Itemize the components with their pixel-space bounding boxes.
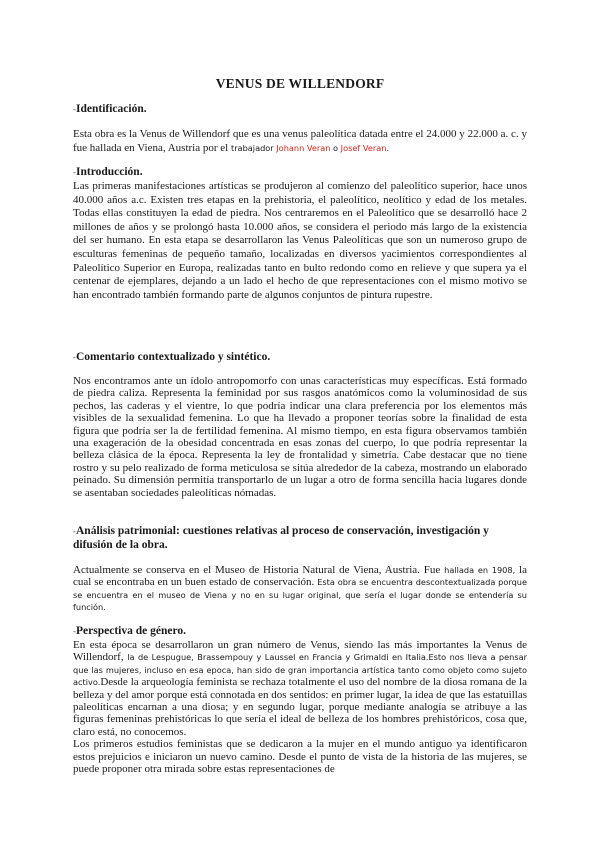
section-paragraph: En esta época se desarrollaron un gran número de Venus, siendo las más importantes la Venus de Willendorf, la de Lespugue, Brassempouy y Laussel en Francia y Grimaldi en Italia.Esto nos lleva a pensar que las mujeres, incluso en esa epoca, han sido de gran importancia artística tanto como objeto como sujeto activo.Desde la arqueología feminista se rechaza totalmente el uso del nombre de la diosa romana de la belleza y del amor porque está connotada en dos sentidos: en primer lugar, la idea de que las estatuillas paleolíticas encarnan a una diosa; y en segundo lugar, porque mediante analogía se atribuye a las figuras femeninas prehistóricas lo que sería el ideal de belleza de los hombres prehistóricos, cosa que, claro está, no conocemos. — [73, 639, 527, 738]
section-perspectiva — [73, 624, 527, 775]
section-paragraph: Actualmente se conserva en el Museo de Historia Natural de Viena, Austria. Fue hallada en 1908, la cual se encontraba en un buen estado de conservación. Esta obra se encuentra descontextualizada porque se encuentra en el museo de Viena y no en su lugar original, que sería el lugar donde se entendería su función. — [73, 564, 527, 613]
section-paragraph: Esta obra es la Venus de Willendorf que es una venus paleolítica datada entre el 24.000 y 22.000 a. c. y fue hallada en Viena, Austria por el trabajador Johann Veran o Josef Veran. — [73, 128, 527, 154]
name-josef-veran: Josef Veran — [340, 142, 387, 153]
section-introduccion — [73, 165, 527, 302]
section-analisis — [73, 524, 527, 614]
document-title: VENUS DE WILLENDORF — [215, 76, 385, 91]
section-paragraph: Las primeras manifestaciones artísticas se produjeron al comienzo del paleolítico superior, hace unos 40.000 años a.c. Existen tres etapas en la prehistoria, el paleolítico, neolítico y edad de los metales. Todas ellas constituyen la edad de piedra. Nos centraremos en el Paleolítico que se desarrolló hace 2 millones de años y se prolongó hasta 10.000 años, se considera el periodo más largo de la existencia del ser humano. En esta etapa se desarrollaron las Venus Paleolíticas que son un numeroso grupo de esculturas femeninas de pequeño tamaño, localizadas en diversos yacimientos correspondientes al Paleolítico Superior en Europa, realizadas tanto en bulto redondo como en relieve y que supera ya el centenar de ejemplares, dejando a un lado el hecho de que representaciones con el mismo motivo se han encontrado también formando parte de algunos conjuntos de pintura rupestre. — [73, 180, 527, 301]
section-paragraph: Nos encontramos ante un ídolo antropomorfo con unas características muy específicas. Está formado de piedra caliza. Representa la feminidad por sus rasgos anatómicos como la voluminosidad de sus pechos, las caderas y el vientre, lo que podría indicar una clara preferencia por los elementos más visibles de la sexualidad femenina. Lo que ha llevado a proponer teorías sobre la finalidad de esta figura que podría ser la de fertilidad femenina. Al mismo tiempo, en esta figura observamos también una exageración de la obesidad concentrada en esas zonas del cuerpo, lo que podría representar la belleza clásica de la época. Representa la ley de frontalidad y simetría. Cabe destacar que no tiene rostro y su pelo realizado de forma meticulosa se sitúa alrededor de la cabeza, mostrando un elaborado peinado. Su dimensión permitía transportarlo de un lugar a otro de forma sencilla hacia lugares donde se asentaban sociedades paleolíticas nómadas. — [73, 375, 527, 499]
name-johann-veran: Johann Veran — [276, 142, 331, 153]
section-heading: -Perspectiva de género. — [73, 625, 186, 637]
section-identificacion — [73, 102, 527, 155]
section-paragraph-2: Los primeros estudios feministas que se dedicaron a la mujer en el mundo antiguo ya identificaron estos prejuicios e iniciaron un nuevo camino. Desde el punto de vista de la historia de las mujeres, se puede proponer otra mirada sobre estas representaciones de — [73, 738, 527, 776]
section-heading: -Análisis patrimonial: cuestiones relativas al proceso de conservación, investigación y difusión de la obra. — [73, 525, 489, 551]
section-heading: -Introducción. — [73, 166, 143, 178]
section-comentario — [73, 350, 527, 499]
section-heading: -Identificación. — [73, 103, 147, 115]
section-heading: -Comentario contextualizado y sintético. — [73, 351, 271, 363]
